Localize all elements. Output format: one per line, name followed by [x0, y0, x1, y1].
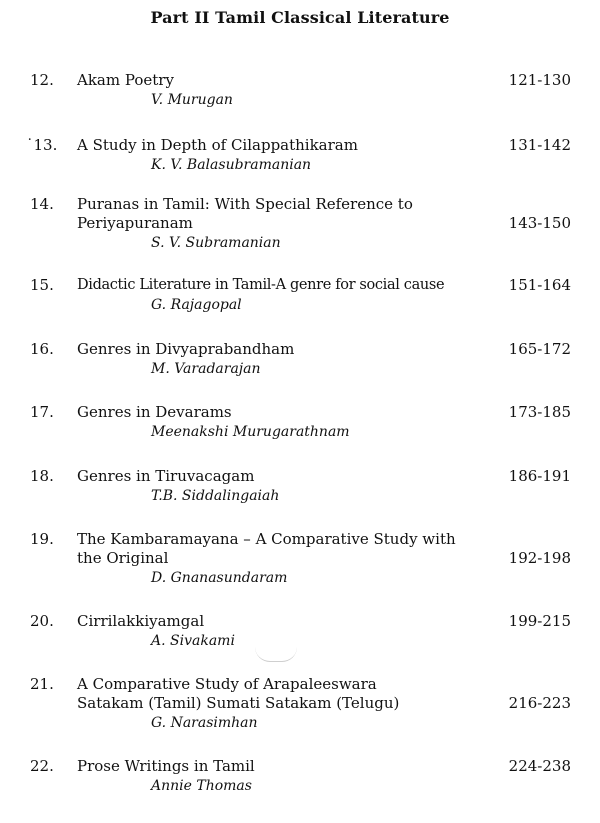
entry-title: Genres in Tiruvacagam: [77, 467, 255, 485]
entry-number: 20.: [30, 612, 54, 630]
entry-pages: 192-198: [508, 549, 571, 567]
entry-author: Annie Thomas: [151, 778, 252, 794]
entry-title: Prose Writings in Tamil: [77, 757, 255, 775]
entry-title: Puranas in Tamil: With Special Reference to: [77, 195, 413, 213]
entry-pages: 216-223: [508, 694, 571, 712]
entry-author: D. Gnanasundaram: [151, 570, 288, 586]
entry-title: Genres in Devarams: [77, 403, 232, 421]
entry-author: Meenakshi Murugarathnam: [151, 424, 350, 440]
entry-author: G. Rajagopal: [151, 297, 242, 313]
entry-pages: 143-150: [508, 214, 571, 232]
entry-number: 12.: [30, 71, 54, 89]
entry-title: A Comparative Study of Arapaleeswara: [77, 675, 377, 693]
entry-pages: 199-215: [508, 612, 571, 630]
entry-author: S. V. Subramanian: [151, 235, 281, 251]
entry-number: 14.: [30, 195, 54, 213]
entry-title: The Kambaramayana – A Comparative Study with: [77, 530, 456, 548]
entry-number: 16.: [30, 340, 54, 358]
entry-title: A Study in Depth of Cilappathikaram: [77, 136, 358, 154]
entry-title-continued: Satakam (Tamil) Sumati Satakam (Telugu): [77, 694, 400, 712]
entry-author: K. V. Balasubramanian: [151, 157, 312, 173]
entry-title: Akam Poetry: [77, 71, 174, 89]
entry-pages: 165-172: [508, 340, 571, 358]
entry-pages: 131-142: [508, 136, 571, 154]
entry-author: M. Varadarajan: [151, 361, 261, 377]
entry-number: 22.: [30, 757, 54, 775]
entry-number: 19.: [30, 530, 54, 548]
entry-title: Didactic Literature in Tamil-A genre for social cause: [77, 277, 445, 293]
entry-number: 18.: [30, 467, 54, 485]
entry-pages: 121-130: [508, 71, 571, 89]
entry-title: Genres in Divyaprabandham: [77, 340, 295, 358]
page-smudge: [255, 647, 297, 662]
entry-number: 15.: [30, 276, 54, 294]
entry-pages: 173-185: [508, 403, 571, 421]
entry-author: V. Murugan: [151, 92, 233, 108]
entry-title-continued: Periyapuranam: [77, 214, 193, 232]
entry-pages: 151-164: [508, 276, 571, 294]
entry-title: Cirrilakkiyamgal: [77, 612, 205, 630]
entry-title-continued: the Original: [77, 549, 169, 567]
entry-author: G. Narasimhan: [151, 715, 258, 731]
entry-pages: 186-191: [508, 467, 571, 485]
entry-number: 17.: [30, 403, 54, 421]
entry-pages: 224-238: [508, 757, 571, 775]
entry-author: T.B. Siddalingaiah: [151, 488, 280, 504]
entry-author: A. Sivakami: [151, 633, 235, 649]
entry-number: 21.: [30, 675, 54, 693]
entry-number: ˙13.: [26, 136, 58, 154]
section-title: Part II Tamil Classical Literature: [150, 8, 450, 27]
